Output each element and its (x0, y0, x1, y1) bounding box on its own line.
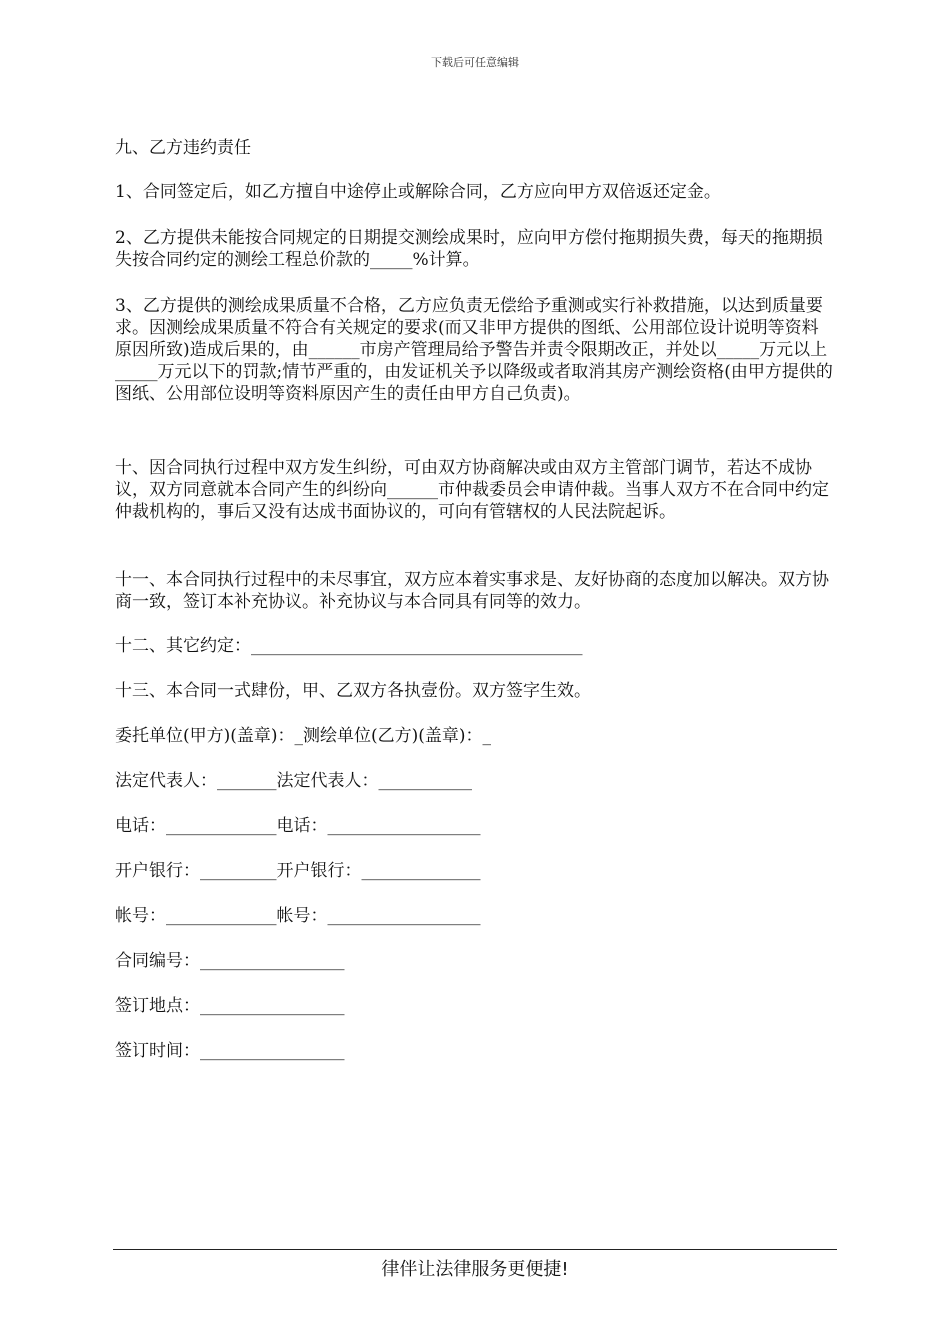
section-13: 十三、本合同一式肆份，甲、乙双方各执壹份。双方签字生效。 (115, 681, 591, 701)
field-sign-time: 签订时间：_________________ (115, 1041, 345, 1061)
field-phone: 电话：_____________电话：__________________ (115, 816, 481, 836)
footer-slogan: 律伴让法律服务更便捷! (381, 1259, 569, 1280)
section-9-title: 九、乙方违约责任 (115, 138, 251, 158)
field-bank: 开户银行：_________开户银行：______________ (115, 861, 481, 881)
section-11: 十一、本合同执行过程中的未尽事宜，双方应本着实事求是、友好协商的态度加以解决。双方协商一致，签订本补充协议。补充协议与本合同具有同等的效力。 (115, 570, 829, 612)
field-legal-rep: 法定代表人：_______法定代表人：___________ (115, 771, 472, 791)
field-sign-place: 签订地点：_________________ (115, 996, 345, 1016)
field-account: 帐号：_____________帐号：__________________ (115, 906, 481, 926)
footer-divider (113, 1249, 837, 1250)
section-9-clause-2: 2、乙方提供未能按合同规定的日期提交测绘成果时，应向甲方偿付拖期损失费，每天的拖期损失按合同约定的测绘工程总价款的_____%计算。 (115, 228, 823, 270)
section-9-clause-3: 3、乙方提供的测绘成果质量不合格，乙方应负责无偿给予重测或实行补救措施，以达到质量要求。因测绘成果质量不符合有关规定的要求(而又非甲方提供的图纸、公用部位设计说明等资料原因所致)造成后果的，由______市房产管理局给予警告并责令限期改正，并处以_____万元以上_____万元以下的罚款;情节严重的，由发证机关予以降级或者取消其房产测绘资格(由甲方提供的图纸、公用部位设明等资料原因产生的责任由甲方自己负责)。 (115, 296, 833, 404)
section-9-clause-1: 1、合同签定后，如乙方擅自中途停止或解除合同，乙方应向甲方双倍返还定金。 (115, 182, 721, 202)
field-contract-no: 合同编号：_________________ (115, 951, 345, 971)
section-12: 十二、其它约定：_______________________________________ (115, 636, 583, 656)
section-10: 十、因合同执行过程中双方发生纠纷，可由双方协商解决或由双方主管部门调节，若达不成协议，双方同意就本合同产生的纠纷向______市仲裁委员会申请仲裁。当事人双方不在合同中约定仲裁机构的，事后又没有达成书面协议的，可向有管辖权的人民法院起诉。 (115, 458, 829, 522)
field-units: 委托单位(甲方)(盖章)：_测绘单位(乙方)(盖章)：_ (115, 726, 492, 746)
page-header-note: 下载后可任意编辑 (431, 56, 519, 69)
